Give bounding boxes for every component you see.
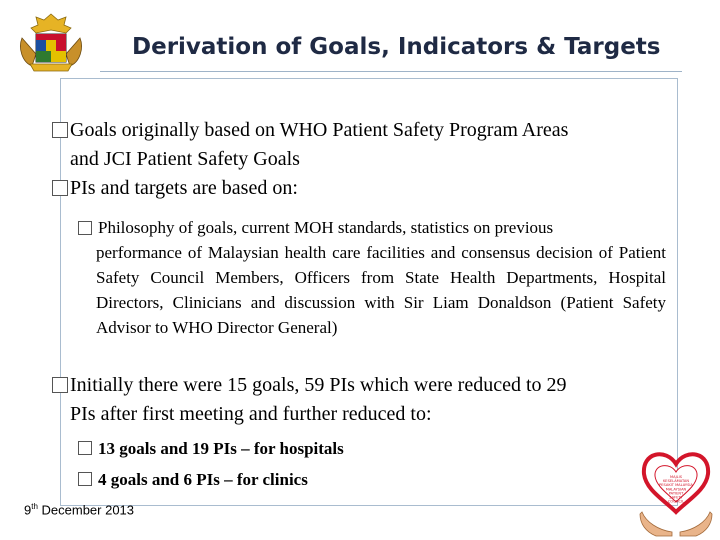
bullet-goals (52, 116, 672, 174)
sub-bullet-philosophy (78, 215, 666, 340)
bullet-goals-line1: Goals originally based on WHO Patient Safety Program Areas (70, 119, 569, 141)
sub-item-hospitals-text: 13 goals and 19 PIs – for hospitals (98, 439, 344, 458)
sub-bullet-box-icon (78, 221, 92, 235)
slide-title: Derivation of Goals, Indicators & Targets (132, 34, 661, 60)
title-divider (100, 71, 682, 72)
bullet-initial-goals (52, 371, 672, 429)
bullet-pis-targets (52, 174, 672, 203)
footer-day-suffix: th (31, 502, 38, 511)
logo-text-line-6: SAFETY (669, 495, 683, 500)
logo-text-line-3: PESAKIT MALAYSIA (659, 483, 693, 487)
sub-item-clinics-text: 4 goals and 6 PIs – for clinics (98, 470, 308, 489)
logo-text-line-2: KESELAMATAN (662, 479, 690, 483)
footer-day: 9 (24, 502, 32, 518)
bullet-box-icon (52, 377, 68, 393)
bullet-initial-line1: Initially there were 15 goals, 59 PIs which were reduced to 29 (70, 374, 567, 396)
sub-item-clinics (78, 467, 638, 492)
bullet-pis-targets-text: PIs and targets are based on: (70, 177, 298, 199)
sub-bullet-rest: performance of Malaysian health care facilities and consensus decision of Patient Safety Council Members, Officers from State Health Departments, Hospital Directors, Clinicians and discussion with Sir Liam Donaldson (Patient Safety Advisor to WHO Director General) (96, 243, 666, 337)
bullet-box-icon (52, 180, 68, 196)
malaysia-coat-of-arms-icon (14, 8, 88, 76)
bullet-box-icon (52, 122, 68, 138)
footer-month-year: December 2013 (37, 502, 135, 518)
sub-item-hospitals (78, 436, 638, 461)
footer-date (24, 502, 134, 517)
sub-bullet-first-line: Philosophy of goals, current MOH standards, statistics on previous (98, 218, 554, 237)
sub-bullet-box-icon (78, 472, 92, 486)
bullet-goals-line2: and JCI Patient Safety Goals (70, 148, 300, 170)
logo-text-line-7: COUNCIL (667, 499, 685, 504)
sub-bullet-box-icon (78, 441, 92, 455)
logo-text-line-1: MAJLIS (670, 475, 682, 479)
logo-text-line-4: MALAYSIAN (665, 487, 687, 492)
bullet-initial-line2: PIs after first meeting and further reduced to: (70, 403, 432, 425)
logo-text-line-5: PATIENT (668, 491, 684, 496)
patient-safety-council-logo (636, 442, 716, 538)
